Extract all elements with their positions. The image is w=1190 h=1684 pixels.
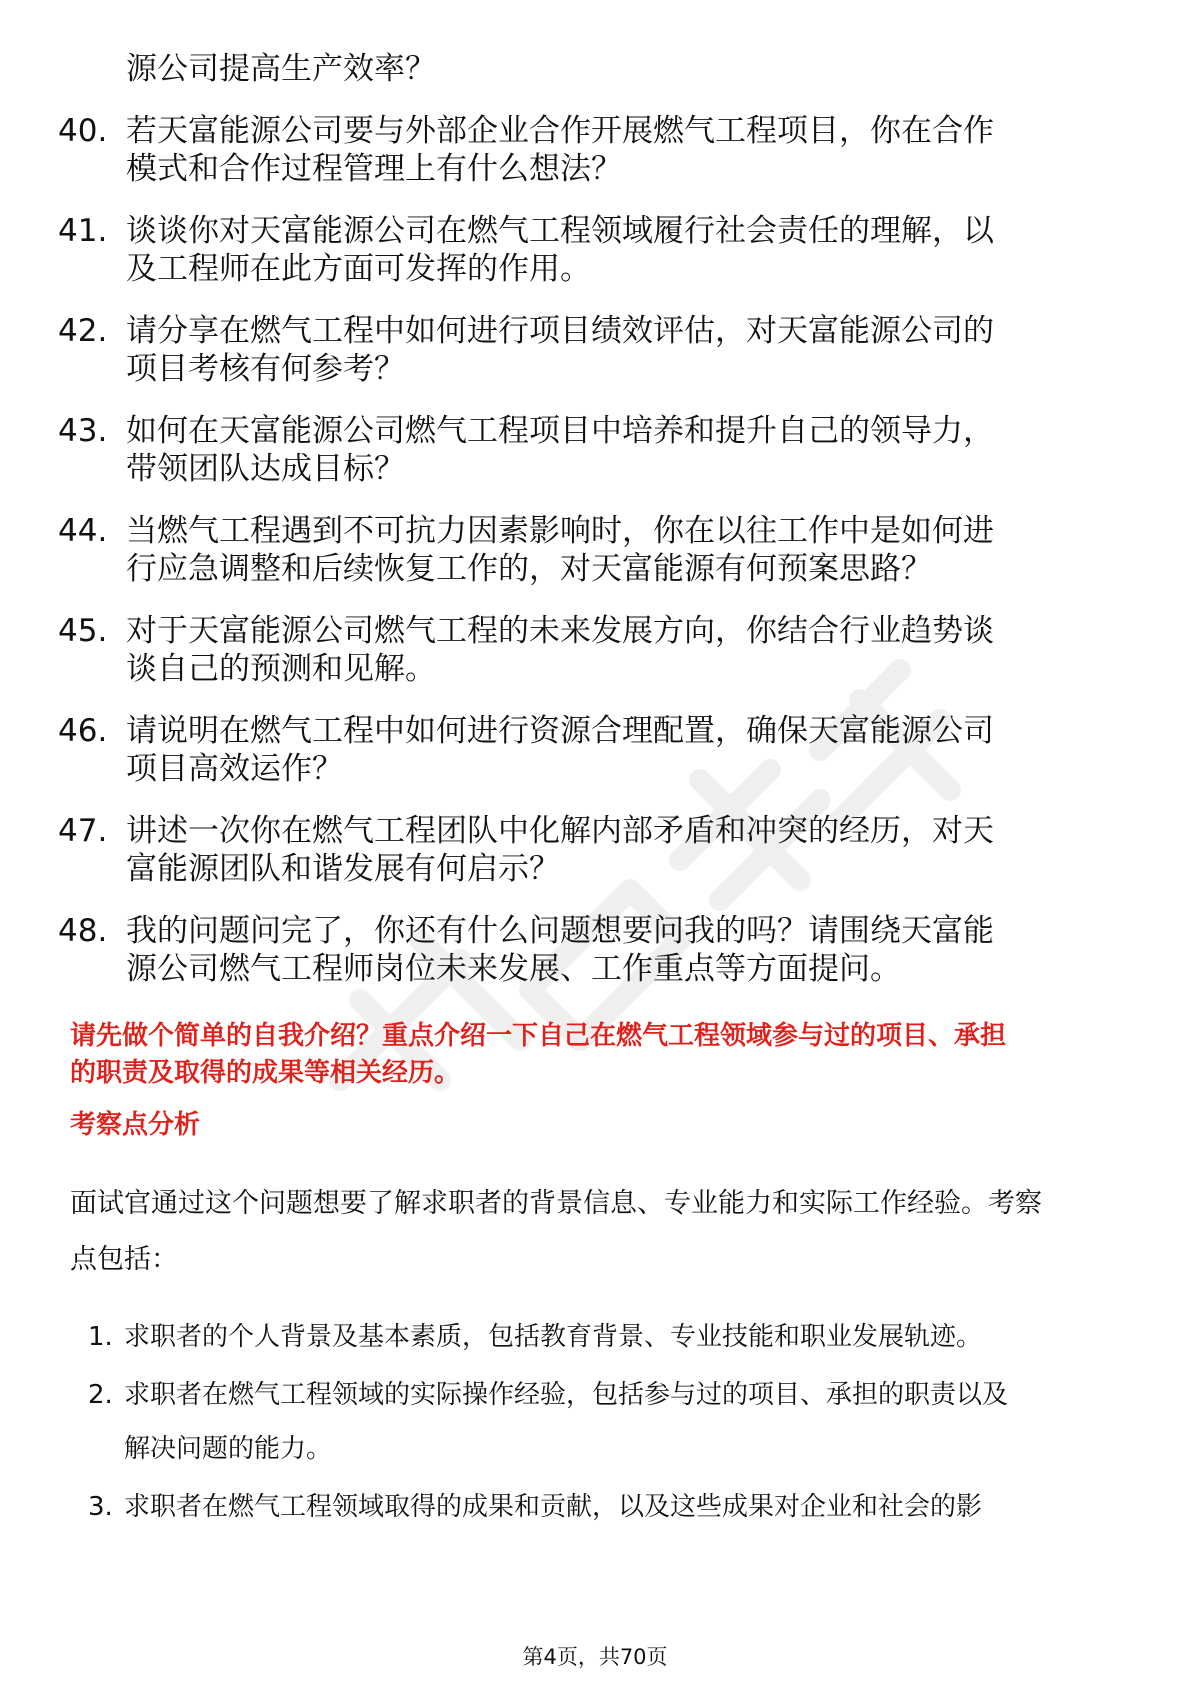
question-continuation: 源公司提高生产效率？ <box>126 51 436 87</box>
question-item <box>58 912 1118 988</box>
list-item <box>88 1310 1128 1364</box>
list-item-text: 求职者在燃气工程领域取得的成果和贡献，以及这些成果对企业和社会的影 <box>124 1492 983 1522</box>
question-number: 42. <box>58 313 108 349</box>
question-number: 48. <box>58 913 108 949</box>
question-number: 45. <box>58 613 108 649</box>
highlight-question: 请先做个简单的自我介绍？重点介绍一下自己在燃气工程领域参与过的项目、承担 的职责及取得的成果等相关经历。 <box>70 1021 1007 1088</box>
question-text: 如何在天富能源公司燃气工程项目中培养和提升自己的领导力， 带领团队达成目标？ <box>126 413 994 487</box>
question-item <box>58 112 1118 188</box>
question-text: 当燃气工程遇到不可抗力因素影响时，你在以往工作中是如何进 行应急调整和后续恢复工作的，对天富能源有何预案思路？ <box>126 513 994 587</box>
question-item <box>58 412 1118 488</box>
section-title: 考察点分析 <box>70 1110 201 1140</box>
question-item <box>58 312 1118 388</box>
list-item-text: 求职者在燃气工程领域的实际操作经验，包括参与过的项目、承担的职责以及 解决问题的能力。 <box>124 1380 1009 1464</box>
question-number: 43. <box>58 413 108 449</box>
question-text: 对于天富能源公司燃气工程的未来发展方向，你结合行业趋势谈 谈自己的预测和见解。 <box>126 613 994 687</box>
list-item <box>88 1480 1128 1534</box>
question-list <box>58 112 1118 1012</box>
question-item <box>58 212 1118 288</box>
question-item <box>58 712 1118 788</box>
list-item-number: 2. <box>88 1380 113 1410</box>
list-item-number: 3. <box>88 1492 113 1522</box>
page-footer: 第4页，共70页 <box>522 1645 668 1669</box>
question-number: 46. <box>58 713 108 749</box>
question-number: 44. <box>58 513 108 549</box>
question-number: 40. <box>58 113 108 149</box>
question-text: 请分享在燃气工程中如何进行项目绩效评估，对天富能源公司的 项目考核有何参考？ <box>126 313 994 387</box>
question-text: 若天富能源公司要与外部企业合作开展燃气工程项目，你在合作 模式和合作过程管理上有什么想法？ <box>126 113 994 187</box>
list-item-text: 求职者的个人背景及基本素质，包括教育背景、专业技能和职业发展轨迹。 <box>124 1322 983 1352</box>
question-number: 47. <box>58 813 108 849</box>
list-item-number: 1. <box>88 1322 113 1352</box>
question-item <box>58 512 1118 588</box>
question-item <box>58 612 1118 688</box>
list-item <box>88 1368 1128 1476</box>
question-text: 讲述一次你在燃气工程团队中化解内部矛盾和冲突的经历，对天 富能源团队和谐发展有何启示？ <box>126 813 994 887</box>
question-number: 41. <box>58 213 108 249</box>
question-text: 谈谈你对天富能源公司在燃气工程领域履行社会责任的理解，以 及工程师在此方面可发挥的作用。 <box>126 213 994 287</box>
question-text: 我的问题问完了，你还有什么问题想要问我的吗？请围绕天富能 源公司燃气工程师岗位未来发展、工作重点等方面提问。 <box>126 913 994 987</box>
question-text: 请说明在燃气工程中如何进行资源合理配置，确保天富能源公司 项目高效运作？ <box>126 713 994 787</box>
intro-paragraph: 面试官通过这个问题想要了解求职者的背景信息、专业能力和实际工作经验。考察 点包括： <box>70 1188 1042 1275</box>
assessment-points <box>88 1310 1128 1538</box>
question-item <box>58 812 1118 888</box>
